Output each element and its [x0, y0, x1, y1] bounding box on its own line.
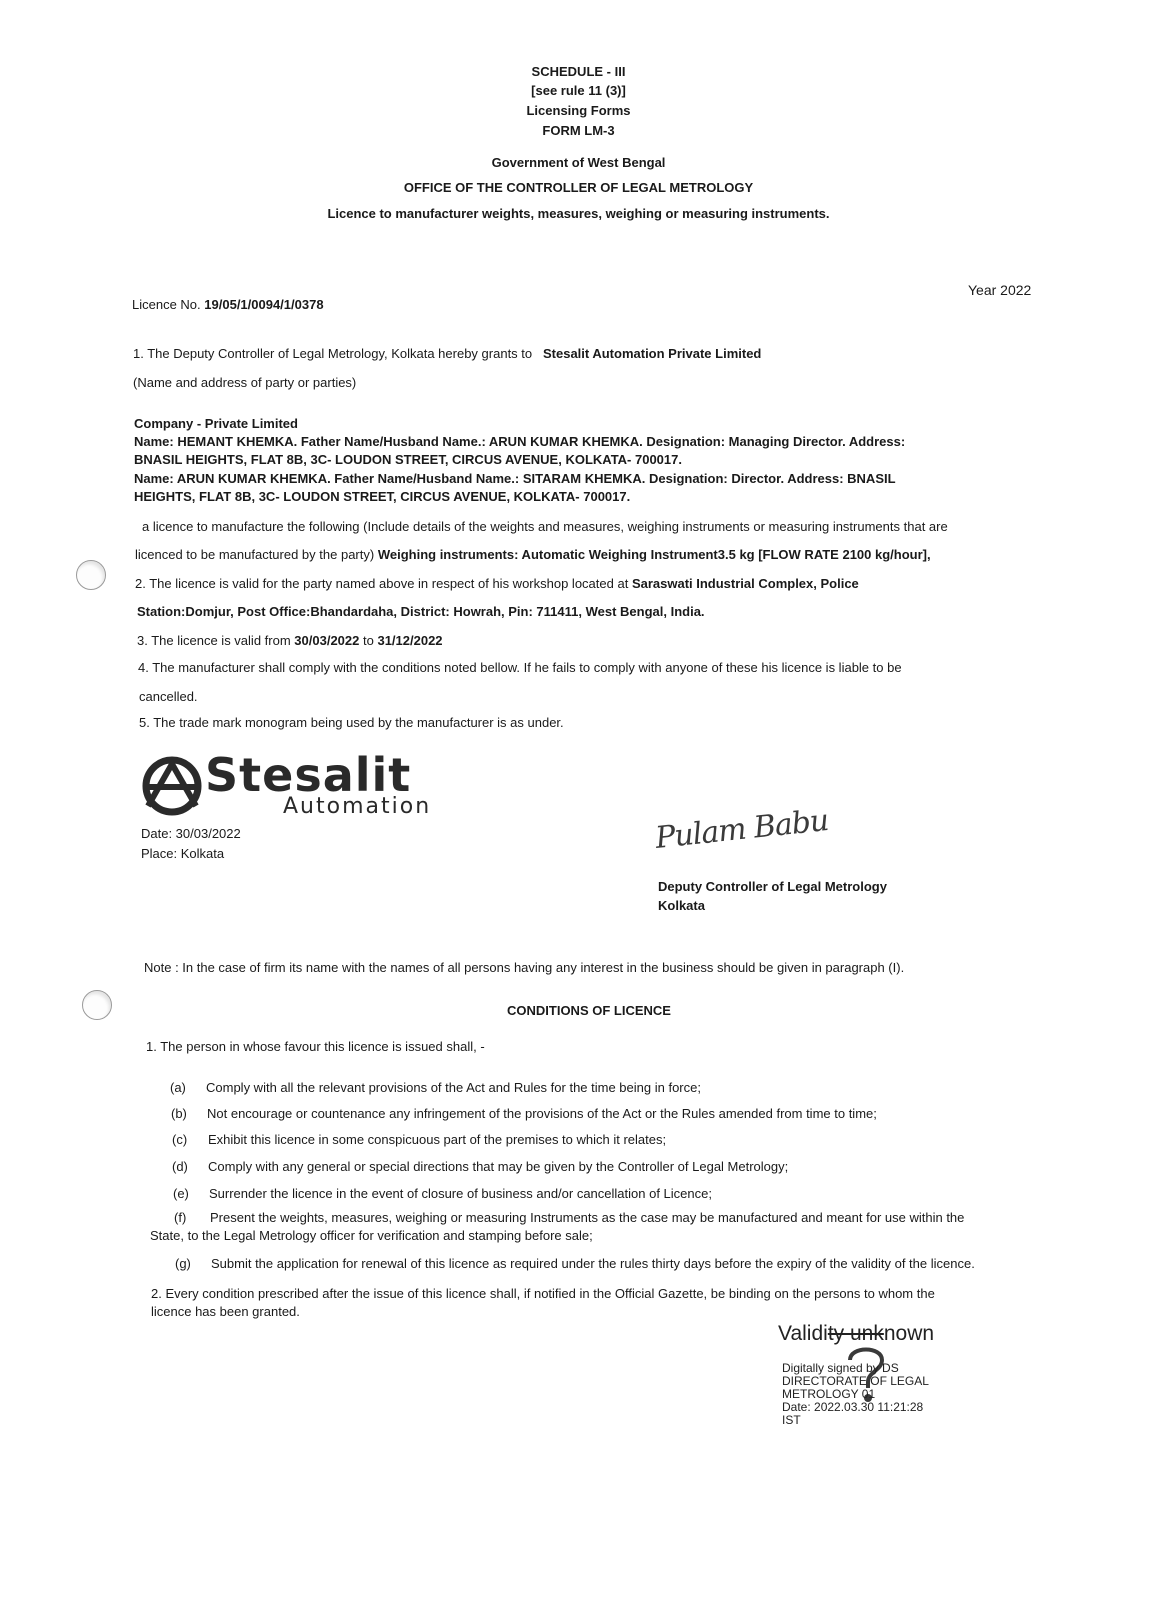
government-heading: Government of West Bengal — [491, 155, 666, 170]
validity-part-1: Validi — [778, 1322, 828, 1345]
party-note: (Name and address of party or parties) — [133, 375, 357, 390]
condition-text: Present the weights, measures, weighing or measuring Instruments as the case may be manufactured and meant for use within the — [210, 1210, 965, 1225]
condition-text: Not encourage or countenance any infringement of the provisions of the Act or the Rules amended from time to time; — [207, 1106, 877, 1121]
manufacture-line-2-text: licenced to be manufactured by the party) — [135, 547, 375, 562]
signatory-city: Kolkata — [658, 898, 705, 913]
licence-number — [132, 297, 324, 312]
person-1-line-2: BNASIL HEIGHTS, FLAT 8B, 3C- LOUDON STREET, CIRCUS AVENUE, KOLKATA- 700017. — [134, 452, 682, 467]
condition-text: Comply with all the relevant provisions of the Act and Rules for the time being in force; — [206, 1080, 701, 1095]
person-2-line-1: Name: ARUN KUMAR KHEMKA. Father Name/Husband Name.: SITARAM KHEMKA. Designation: Director. Address: BNASIL — [134, 471, 896, 486]
condition-key: (d) — [172, 1159, 188, 1174]
digital-signature-timezone: IST — [782, 1413, 801, 1427]
licence-number-value: 19/05/1/0094/1/0378 — [204, 297, 324, 312]
workshop-text: 2. The licence is valid for the party named above in respect of his workshop located at — [135, 576, 629, 591]
licence-title: Licence to manufacturer weights, measures, weighing or measuring instruments. — [327, 206, 830, 221]
licence-number-label: Licence No. — [132, 297, 201, 312]
validity-to: to — [363, 633, 374, 648]
licensing-forms-heading: Licensing Forms — [526, 103, 631, 118]
digital-signature-line-2: DIRECTORATE OF LEGAL — [782, 1374, 929, 1388]
condition-text: Comply with any general or special directions that may be given by the Controller of Legal Metrology; — [208, 1159, 789, 1174]
condition-2-line-2: licence has been granted. — [151, 1304, 300, 1319]
logo-wordmark: Stesalit — [205, 748, 412, 802]
validity-part-2: ty unk — [827, 1322, 884, 1345]
company-type: Company - Private Limited — [134, 416, 298, 431]
issue-place: Place: Kolkata — [141, 846, 225, 861]
validity-text: 3. The licence is valid from — [137, 633, 291, 648]
grant-text: 1. The Deputy Controller of Legal Metrology, Kolkata hereby grants to — [133, 346, 533, 361]
condition-key: (f) — [174, 1210, 187, 1225]
validity-part-3: nown — [883, 1322, 935, 1345]
condition-key: (b) — [171, 1106, 187, 1121]
trademark-paragraph: 5. The trade mark monogram being used by the manufacturer is as under. — [139, 715, 564, 730]
condition-key: (a) — [170, 1080, 186, 1095]
person-2-line-2: HEIGHTS, FLAT 8B, 3C- LOUDON STREET, CIRCUS AVENUE, KOLKATA- 700017. — [134, 489, 631, 504]
condition-e — [173, 1186, 712, 1201]
condition-b — [171, 1106, 877, 1121]
valid-to-date: 31/12/2022 — [377, 633, 443, 648]
stesalit-logo-icon — [140, 754, 204, 818]
condition-f — [174, 1210, 964, 1225]
instrument-details: Weighing instruments: Automatic Weighing Instrument3.5 kg [FLOW RATE 2100 kg/hour], — [377, 547, 931, 562]
condition-d — [172, 1159, 788, 1174]
digital-signature-date: Date: 2022.03.30 11:21:28 — [782, 1400, 924, 1414]
valid-from-date: 30/03/2022 — [294, 633, 360, 648]
conditions-title: CONDITIONS OF LICENCE — [507, 1003, 671, 1018]
manufacture-line-1: a licence to manufacture the following (Include details of the weights and measures, weighing instruments or measuring instruments that are — [142, 519, 948, 534]
rule-reference: [see rule 11 (3)] — [531, 83, 626, 98]
condition-key: (e) — [173, 1186, 189, 1201]
digital-signature-line-3: METROLOGY 01 — [782, 1387, 876, 1401]
punch-hole-bottom — [82, 990, 112, 1020]
punch-hole-top — [76, 560, 106, 590]
compliance-line-1: 4. The manufacturer shall comply with the conditions noted bellow. If he fails to comply with anyone of these his licence is liable to be — [138, 660, 902, 675]
condition-key: (g) — [175, 1256, 191, 1271]
condition-g — [175, 1256, 975, 1271]
handwritten-signature: Pulam Babu — [653, 803, 830, 856]
signatory-title: Deputy Controller of Legal Metrology — [658, 879, 887, 894]
manufacture-line-2 — [135, 547, 931, 562]
digital-signature-line-1: Digitally signed by DS — [782, 1361, 899, 1375]
workshop-paragraph — [135, 576, 859, 591]
conditions-intro: 1. The person in whose favour this licence is issued shall, - — [146, 1039, 485, 1054]
firm-note: Note : In the case of firm its name with the names of all persons having any interest in the business should be given in paragraph (I). — [144, 960, 905, 975]
workshop-address-2: Station:Domjur, Post Office:Bhandardaha, District: Howrah, Pin: 711411, West Bengal, India. — [137, 604, 705, 619]
schedule-heading: SCHEDULE - III — [531, 64, 626, 79]
validity-paragraph — [137, 633, 443, 648]
licence-year: Year 2022 — [968, 282, 1032, 298]
condition-f-continuation: State, to the Legal Metrology officer for verification and stamping before sale; — [150, 1228, 593, 1243]
condition-a — [170, 1080, 701, 1095]
condition-key: (c) — [172, 1132, 188, 1147]
condition-text: Submit the application for renewal of this licence as required under the rules thirty days before the expiry of the validity of the licence. — [211, 1256, 975, 1271]
grantee-name: Stesalit Automation Private Limited — [542, 346, 762, 361]
grant-paragraph — [133, 346, 761, 361]
workshop-address-1: Saraswati Industrial Complex, Police — [631, 576, 859, 591]
condition-text: Surrender the licence in the event of closure of business and/or cancellation of Licence; — [209, 1186, 712, 1201]
person-1-line-1: Name: HEMANT KHEMKA. Father Name/Husband Name.: ARUN KUMAR KHEMKA. Designation: Managing Director. Address: — [134, 434, 906, 449]
condition-c — [172, 1132, 666, 1147]
form-number: FORM LM-3 — [542, 123, 615, 138]
logo-subtitle: Automation — [283, 794, 432, 819]
issue-date: Date: 30/03/2022 — [141, 826, 241, 841]
compliance-line-2: cancelled. — [139, 689, 198, 704]
condition-text: Exhibit this licence in some conspicuous part of the premises to which it relates; — [208, 1132, 667, 1147]
office-heading: OFFICE OF THE CONTROLLER OF LEGAL METROLOGY — [403, 180, 754, 195]
condition-2-line-1: 2. Every condition prescribed after the issue of this licence shall, if notified in the Official Gazette, be binding on the persons to whom the — [151, 1286, 935, 1301]
